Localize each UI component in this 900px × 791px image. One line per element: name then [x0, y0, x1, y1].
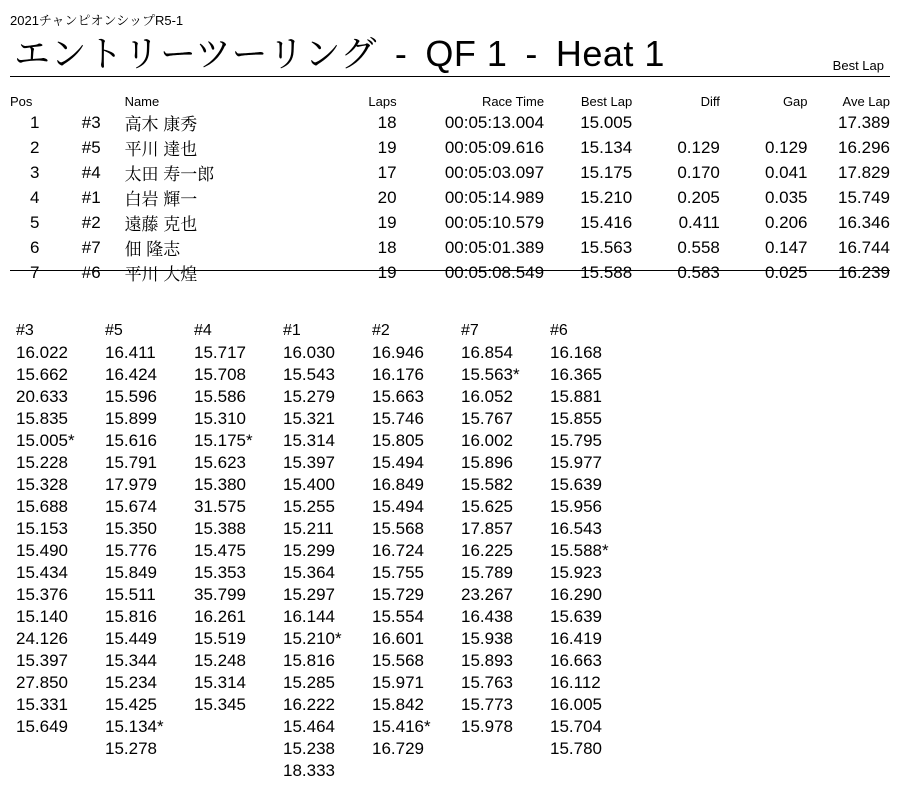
col-no — [82, 92, 125, 110]
cell-laps: 19 — [377, 212, 397, 232]
cell-gap: 0.035 — [764, 187, 808, 207]
cell-gap — [720, 110, 808, 135]
lap-time: 16.005 — [550, 695, 602, 714]
lap-time: 15.773 — [461, 695, 513, 714]
lap-time: 15.755 — [372, 563, 424, 582]
cell-gap: 0.129 — [764, 137, 808, 157]
lap-time: 15.729 — [372, 585, 424, 604]
lap-time: 15.746 — [372, 409, 424, 428]
cell-kart-no: #5 — [81, 137, 101, 157]
cell-pos: 1 — [30, 112, 40, 132]
lap-time: 15.519 — [194, 629, 246, 648]
lap-time: 16.424 — [105, 365, 157, 384]
lap-column-header: #1 — [283, 322, 301, 339]
lap-time: 15.816 — [105, 607, 157, 626]
lap-time: 16.438 — [461, 607, 513, 626]
lap-time: 15.588* — [550, 541, 609, 560]
cell-driver-name: 白岩 輝一 — [124, 190, 198, 209]
lap-time: 15.767 — [461, 409, 513, 428]
lap-time: 15.299 — [283, 541, 335, 560]
col-laps: Laps — [368, 93, 397, 109]
heat-label: Heat 1 — [555, 33, 665, 74]
lap-time: 15.350 — [105, 519, 157, 538]
round-label: QF 1 — [425, 33, 508, 74]
lap-time: 15.494 — [372, 497, 424, 516]
lap-column — [550, 320, 639, 782]
lap-time: 15.835 — [16, 409, 68, 428]
lap-time: 15.805 — [372, 431, 424, 450]
cell-race-time: 00:05:13.004 — [444, 112, 545, 132]
lap-column — [283, 320, 372, 782]
lap-time: 15.388 — [194, 519, 246, 538]
cell-diff: 0.129 — [677, 137, 720, 157]
cell-gap: 0.041 — [764, 162, 808, 182]
lap-time: 15.331 — [16, 695, 68, 714]
lap-time: 35.799 — [194, 585, 246, 604]
cell-driver-name: 遠藤 克也 — [124, 215, 198, 234]
cell-ave-lap: 17.389 — [838, 112, 890, 132]
lap-time: 16.176 — [372, 365, 424, 384]
lap-time: 15.344 — [105, 651, 157, 670]
lap-time: 16.419 — [550, 629, 602, 648]
lap-column-header: #7 — [461, 322, 479, 339]
lap-time: 15.639 — [550, 607, 602, 626]
lap-time: 15.353 — [194, 563, 246, 582]
lap-time: 15.977 — [550, 453, 602, 472]
lap-time: 15.625 — [461, 497, 513, 516]
lap-time: 15.464 — [283, 717, 335, 736]
lap-time: 15.153 — [16, 519, 68, 538]
lap-time: 15.314 — [283, 431, 335, 450]
lap-time: 15.649 — [16, 717, 68, 736]
lap-time: 16.002 — [461, 431, 513, 450]
cell-pos: 7 — [30, 262, 40, 282]
lap-time: 15.255 — [283, 497, 335, 516]
lap-time: 16.168 — [550, 343, 602, 362]
cell-pos: 2 — [30, 137, 40, 157]
lap-time: 31.575 — [194, 497, 246, 516]
lap-time: 15.881 — [550, 387, 602, 406]
lap-time: 16.946 — [372, 343, 424, 362]
cell-best-lap: 15.563 — [580, 237, 633, 257]
lap-time: 15.554 — [372, 607, 424, 626]
lap-time: 15.490 — [16, 541, 68, 560]
lap-time: 15.704 — [550, 717, 602, 736]
cell-diff: 0.558 — [677, 237, 720, 257]
lap-times-grid — [16, 320, 639, 782]
lap-column — [194, 320, 283, 782]
lap-column — [105, 320, 194, 782]
lap-time: 18.333 — [283, 761, 335, 780]
lap-time: 15.228 — [16, 453, 68, 472]
event-subtitle: 2021チャンピオンシップR5-1 — [10, 13, 184, 28]
lap-time: 15.211 — [283, 519, 334, 538]
lap-time: 15.674 — [105, 497, 157, 516]
results-table — [10, 92, 890, 285]
lap-time: 16.290 — [550, 585, 602, 604]
cell-laps: 20 — [377, 187, 397, 207]
lap-time: 23.267 — [461, 585, 513, 604]
lap-time: 15.234 — [105, 673, 157, 692]
lap-time: 16.022 — [16, 343, 68, 362]
lap-time: 15.397 — [16, 651, 68, 670]
lap-time: 15.978 — [461, 717, 513, 736]
lap-time: 15.596 — [105, 387, 157, 406]
lap-time: 15.005* — [16, 431, 75, 450]
table-row — [10, 185, 890, 210]
lap-time: 16.112 — [550, 673, 601, 692]
cell-diff — [632, 110, 720, 135]
lap-time: 16.543 — [550, 519, 602, 538]
lap-time: 15.175* — [194, 431, 253, 450]
best-lap-tag: Best Lap — [832, 58, 884, 73]
table-row — [10, 135, 890, 160]
lap-time: 15.397 — [283, 453, 335, 472]
results-rule — [10, 270, 890, 271]
lap-time: 16.849 — [372, 475, 424, 494]
lap-time: 15.776 — [105, 541, 157, 560]
cell-ave-lap: 17.829 — [838, 162, 890, 182]
cell-laps: 19 — [377, 137, 397, 157]
title-separator: - — [394, 33, 408, 74]
cell-race-time: 00:05:01.389 — [444, 237, 545, 257]
cell-driver-name: 平川 達也 — [124, 140, 198, 159]
lap-time: 15.763 — [461, 673, 513, 692]
lap-time: 16.854 — [461, 343, 513, 362]
lap-time: 15.717 — [194, 343, 246, 362]
lap-time: 16.365 — [550, 365, 602, 384]
lap-time: 15.321 — [283, 409, 335, 428]
lap-time: 15.248 — [194, 651, 246, 670]
lap-time: 15.278 — [105, 739, 157, 758]
col-gap: Gap — [782, 93, 808, 109]
cell-kart-no: #7 — [81, 237, 101, 257]
lap-time: 16.724 — [372, 541, 424, 560]
lap-time: 15.586 — [194, 387, 246, 406]
lap-column-header: #6 — [550, 322, 568, 339]
lap-time: 16.052 — [461, 387, 513, 406]
lap-time: 15.899 — [105, 409, 157, 428]
lap-time: 15.494 — [372, 453, 424, 472]
lap-time: 15.780 — [550, 739, 602, 758]
lap-time: 15.380 — [194, 475, 246, 494]
lap-time: 16.601 — [372, 629, 424, 648]
cell-diff: 0.205 — [677, 187, 720, 207]
lap-time: 15.616 — [105, 431, 157, 450]
cell-driver-name: 高木 康秀 — [124, 115, 198, 134]
lap-time: 15.511 — [105, 585, 156, 604]
cell-race-time: 00:05:09.616 — [444, 137, 545, 157]
lap-time: 16.225 — [461, 541, 513, 560]
lap-time: 15.210* — [283, 629, 342, 648]
lap-time: 15.568 — [372, 519, 424, 538]
lap-column — [372, 320, 461, 782]
lap-time: 15.285 — [283, 673, 335, 692]
lap-time: 15.923 — [550, 563, 602, 582]
lap-time: 15.434 — [16, 563, 68, 582]
lap-time: 15.297 — [283, 585, 335, 604]
lap-time: 15.400 — [283, 475, 335, 494]
lap-column — [461, 320, 550, 782]
lap-time: 15.639 — [550, 475, 602, 494]
lap-time: 15.134* — [105, 717, 164, 736]
cell-pos: 4 — [30, 187, 40, 207]
lap-time: 15.842 — [372, 695, 424, 714]
cell-gap: 0.147 — [764, 237, 808, 257]
cell-best-lap: 15.134 — [580, 137, 633, 157]
table-row — [10, 210, 890, 235]
cell-diff: 0.411 — [678, 212, 720, 232]
cell-race-time: 00:05:03.097 — [444, 162, 545, 182]
lap-column-header: #2 — [372, 322, 390, 339]
col-best-lap: Best Lap — [580, 93, 633, 109]
col-race-time: Race Time — [481, 93, 545, 109]
lap-time: 15.364 — [283, 563, 335, 582]
cell-laps: 18 — [377, 112, 397, 132]
lap-time: 15.662 — [16, 365, 68, 384]
cell-best-lap: 15.210 — [580, 187, 633, 207]
lap-time: 16.144 — [283, 607, 335, 626]
lap-time: 16.261 — [194, 607, 246, 626]
lap-time: 15.416* — [372, 717, 431, 736]
cell-race-time: 00:05:14.989 — [444, 187, 545, 207]
table-row — [10, 260, 890, 285]
title-separator: - — [525, 33, 538, 74]
cell-kart-no: #1 — [81, 187, 101, 207]
lap-time: 15.543 — [283, 365, 335, 384]
lap-time: 15.663 — [372, 387, 424, 406]
lap-column-header: #4 — [194, 322, 212, 339]
cell-best-lap: 15.416 — [580, 212, 633, 232]
col-name: Name — [124, 93, 160, 109]
cell-pos: 3 — [30, 162, 40, 182]
cell-ave-lap: 16.346 — [838, 212, 890, 232]
lap-time: 15.582 — [461, 475, 513, 494]
cell-best-lap: 15.175 — [580, 162, 633, 182]
lap-time: 15.449 — [105, 629, 157, 648]
cell-driver-name: 太田 寿一郎 — [124, 165, 215, 184]
cell-kart-no: #6 — [81, 262, 101, 282]
lap-time: 16.663 — [550, 651, 602, 670]
lap-time: 15.956 — [550, 497, 602, 516]
lap-time: 15.376 — [16, 585, 68, 604]
lap-time: 16.222 — [283, 695, 335, 714]
lap-time: 15.971 — [372, 673, 424, 692]
cell-best-lap: 15.005 — [580, 112, 633, 132]
cell-ave-lap: 15.749 — [838, 187, 890, 207]
lap-time: 15.425 — [105, 695, 157, 714]
header-rule — [10, 76, 890, 77]
lap-time: 16.411 — [105, 343, 156, 362]
cell-diff: 0.583 — [677, 262, 720, 282]
lap-time: 17.857 — [461, 519, 513, 538]
lap-time: 15.708 — [194, 365, 246, 384]
lap-time: 15.314 — [194, 673, 246, 692]
cell-kart-no: #3 — [81, 112, 101, 132]
col-diff: Diff — [700, 93, 720, 109]
lap-time: 15.849 — [105, 563, 157, 582]
cell-race-time: 00:05:10.579 — [444, 212, 545, 232]
cell-driver-name: 平川 大煌 — [124, 265, 198, 284]
cell-laps: 19 — [377, 262, 397, 282]
lap-time: 16.030 — [283, 343, 335, 362]
cell-gap: 0.206 — [764, 212, 808, 232]
lap-time: 15.310 — [194, 409, 246, 428]
lap-time: 15.896 — [461, 453, 513, 472]
lap-column — [16, 320, 105, 782]
lap-column-header: #5 — [105, 322, 123, 339]
lap-time: 15.938 — [461, 629, 513, 648]
results-header-row — [10, 92, 890, 110]
lap-time: 15.855 — [550, 409, 602, 428]
lap-time: 24.126 — [16, 629, 68, 648]
lap-time: 15.238 — [283, 739, 335, 758]
cell-pos: 6 — [30, 237, 40, 257]
lap-time: 15.568 — [372, 651, 424, 670]
cell-kart-no: #4 — [81, 162, 101, 182]
cell-best-lap: 15.588 — [580, 262, 633, 282]
col-pos: Pos — [10, 93, 33, 109]
lap-time: 15.816 — [283, 651, 335, 670]
class-name: エントリーツーリング — [14, 33, 377, 74]
table-row — [10, 110, 890, 135]
cell-pos: 5 — [30, 212, 40, 232]
cell-ave-lap: 16.239 — [838, 262, 890, 282]
lap-time: 15.328 — [16, 475, 68, 494]
cell-ave-lap: 16.744 — [838, 237, 890, 257]
table-row — [10, 235, 890, 260]
lap-time: 27.850 — [16, 673, 68, 692]
lap-time: 15.623 — [194, 453, 246, 472]
page-title — [14, 26, 665, 77]
table-row — [10, 160, 890, 185]
lap-time: 15.893 — [461, 651, 513, 670]
lap-time: 15.475 — [194, 541, 246, 560]
cell-laps: 17 — [377, 162, 397, 182]
lap-time: 16.729 — [372, 739, 424, 758]
lap-time: 15.795 — [550, 431, 602, 450]
cell-ave-lap: 16.296 — [838, 137, 890, 157]
lap-time: 15.140 — [16, 607, 68, 626]
lap-time: 15.789 — [461, 563, 513, 582]
cell-diff: 0.170 — [677, 162, 720, 182]
lap-time: 15.563* — [461, 365, 520, 384]
lap-column-header: #3 — [16, 322, 34, 339]
cell-laps: 18 — [377, 237, 397, 257]
cell-driver-name: 佃 隆志 — [124, 240, 181, 259]
cell-kart-no: #2 — [81, 212, 101, 232]
cell-gap: 0.025 — [764, 262, 808, 282]
lap-time: 17.979 — [105, 475, 157, 494]
lap-time: 15.345 — [194, 695, 246, 714]
lap-time: 15.688 — [16, 497, 68, 516]
col-ave-lap: Ave Lap — [842, 93, 890, 109]
cell-race-time: 00:05:08.549 — [444, 262, 545, 282]
lap-time: 15.791 — [105, 453, 157, 472]
lap-time: 20.633 — [16, 387, 68, 406]
lap-time: 15.279 — [283, 387, 335, 406]
